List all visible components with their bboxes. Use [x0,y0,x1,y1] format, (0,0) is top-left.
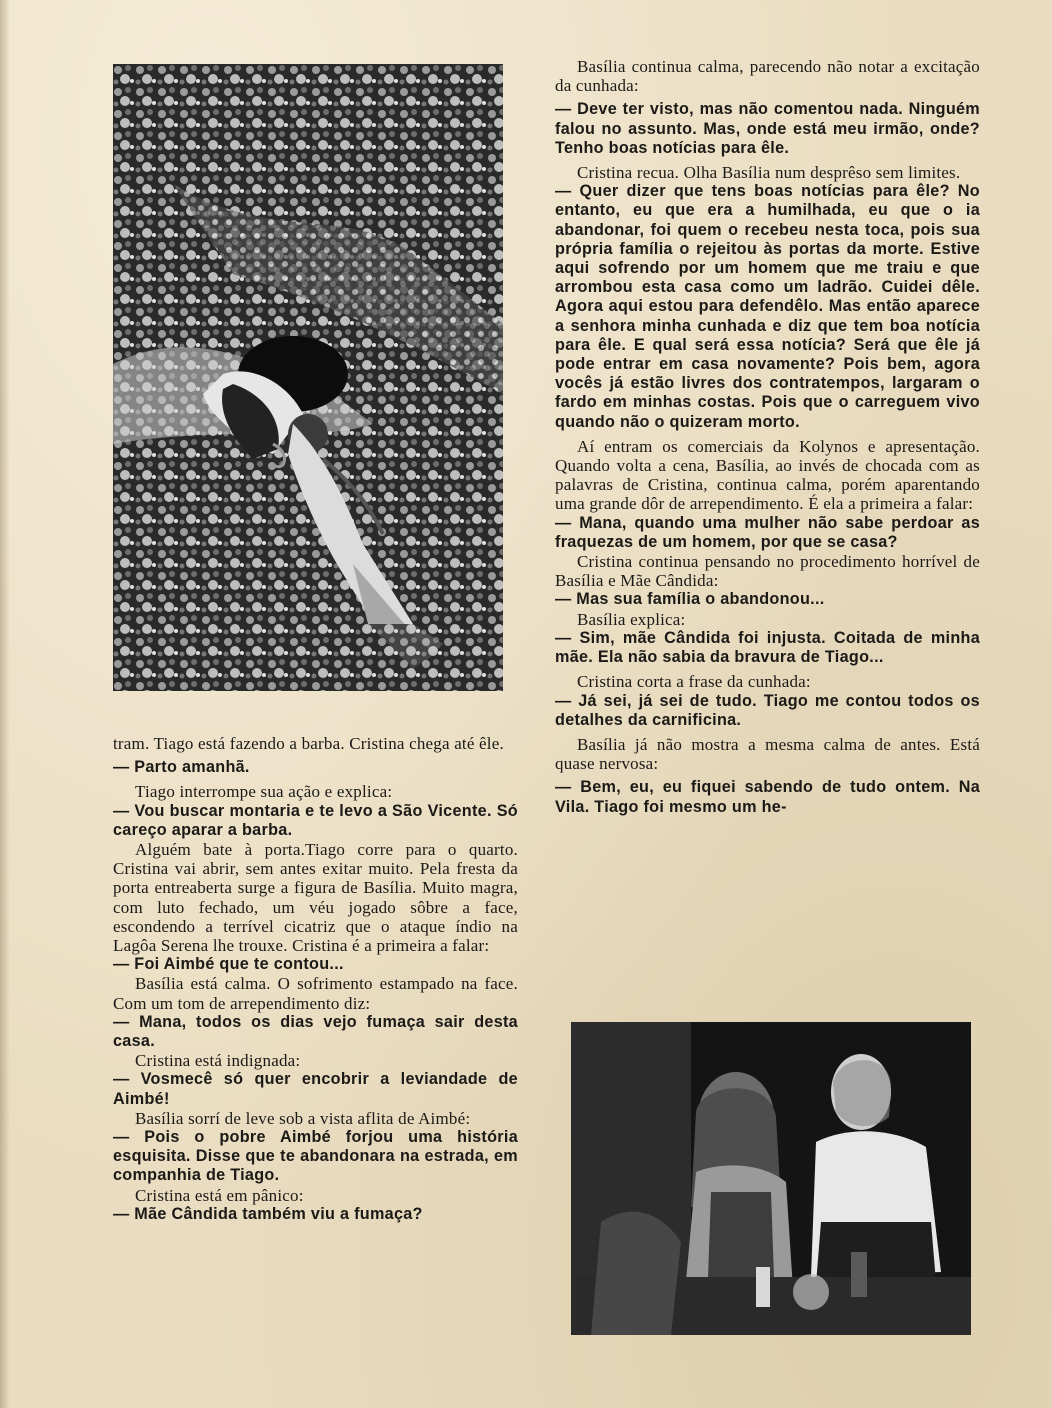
dialogue-line: — Sim, mãe Cândida foi injusta. Coitada de minha mãe. Ela não sabia da bravura de Tiago... [555,628,980,667]
narration-paragraph: Tiago interrompe sua ação e explica: [135,782,393,802]
photo-couple-indoor-scene [571,1022,971,1335]
narration-paragraph: Cristina está indignada: [135,1051,301,1071]
dialogue-line: — Mana, todos os dias vejo fumaça sair desta casa. [113,1012,518,1051]
narration-paragraph: Basília explica: [577,609,686,629]
dialogue-line: — Mana, quando uma mulher não sabe perdoar as fraquezas de um homem, por que se casa? [555,513,980,551]
dialogue-line: — Bem, eu, eu fiquei sabendo de tudo ontem. Na Vila. Tiago foi mesmo um he- [555,778,980,816]
article-column-left [113,734,518,1224]
narration-paragraph: Basília sorrí de leve sob a vista aflita de Aimbé: [135,1108,471,1128]
dialogue-line: — Deve ter visto, mas não comentou nada. Ninguém falou no assunto. Mas, onde está meu irmão, onde? Tenho boas notícias para êle. [555,100,980,157]
narration-paragraph: tram. Tiago está fazendo a barba. Cristina chega até êle. [113,734,504,753]
photo-man-lying-on-rocks [113,64,503,691]
narration-paragraph: Cristina corta a frase da cunhada: [577,672,811,692]
dialogue-line: — Já sei, já sei de tudo. Tiago me contou todos os detalhes da carnificina. [555,691,980,729]
narration-paragraph: Cristina continua pensando no procedimento horrível de Basília e Mãe Cândida: [555,552,980,591]
dialogue-line: — Mãe Cândida também viu a fumaça? [113,1204,423,1223]
narration-paragraph: Cristina está em pânico: [135,1185,304,1205]
dialogue-line: — Foi Aimbé que te contou... [113,955,344,974]
dialogue-line: — Pois o pobre Aimbé forjou uma história esquisita. Disse que te abandonara na estrada, em companhia de Tiago. [113,1128,518,1185]
dialogue-line: — Mas sua família o abandonou... [555,590,825,609]
narration-paragraph: Cristina recua. Olha Basília num desprêso sem limites. [577,163,961,183]
narration-paragraph: Aí entram os comerciais da Kolynos e apresentação. Quando volta a cena, Basília, ao invés de chocada com as palavras de Cristina, continua calma, porém aparentando uma grande dôr de arrependimento. É ela a primeira a falar: [555,436,980,514]
narration-paragraph: Alguém bate à porta.Tiago corre para o quarto. Cristina vai abrir, sem antes exitar muito. Pela fresta da porta entreaberta surge a figura de Basília. Muito magra, com luto fechado, um véu jogado sôbre a face, escondendo a terrível cicatriz que o ataque índio na Lagôa Serena lhe trouxe. Cristina é a primeira a falar: [113,840,518,956]
dialogue-line: — Vou buscar montaria e te levo a São Vicente. Só careço aparar a barba. [113,801,518,839]
page-edge-shadow [0,0,10,1408]
narration-paragraph: Basília continua calma, parecendo não notar a excitação da cunhada: [555,57,980,96]
dialogue-line: — Quer dizer que tens boas notícias para êle? No entanto, eu que era a humilhada, eu que o ia abandonar, foi quem o recebeu nesta toca, pois sua própria família o rejeitou às portas da morte. Estive aqui sofrendo por um homem que me traiu e que arrombou esta casa como um ladrão. Cuidei dêle. Agora aqui estou para defendêlo. Mas então aparece a senhora minha cunhada e diz que tem boa notícia para êle. E qual será essa notícia? Será que êle já pode entrar em casa novamente? Pois bem, agora vocês já estão livres dos contratempos, largaram o fardo em minhas costas. Pois que o carreguem vivo quando não o quizeram morto. [555,182,980,431]
narration-paragraph: Basília está calma. O sofrimento estampado na face. Com um tom de arrependimento diz: [113,974,518,1013]
dialogue-line: — Vosmecê só quer encobrir a leviandade de Aimbé! [113,1070,518,1108]
narration-paragraph: Basília já não mostra a mesma calma de antes. Está quase nervosa: [555,734,980,774]
dialogue-line: — Parto amanhã. [113,758,250,777]
article-column-right [555,52,980,817]
